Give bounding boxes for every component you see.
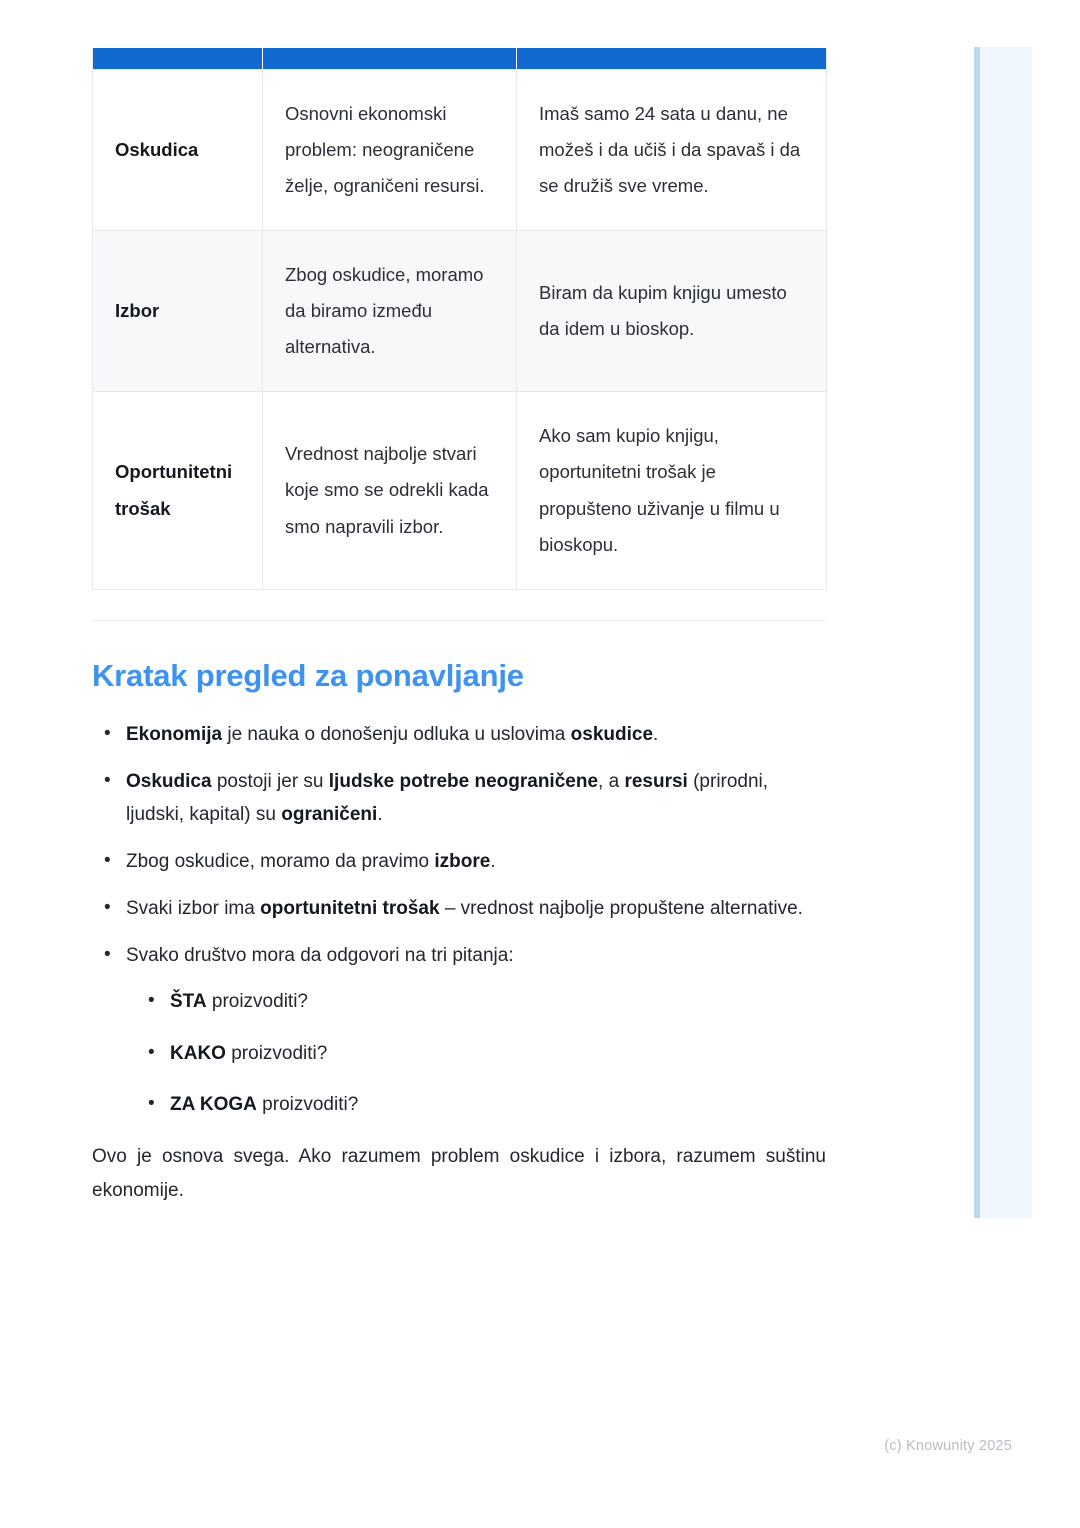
emphasis-text: Ekonomija (126, 723, 223, 745)
plain-text: (prirodni, ljudski, kapital) su (126, 770, 769, 826)
emphasis-text: izbore (434, 851, 491, 873)
emphasis-text: Oskudica (126, 770, 212, 792)
right-side-accent-panel (974, 47, 1032, 1218)
document-content (92, 47, 826, 1208)
plain-text: postoji jer su (211, 770, 329, 792)
list-item (126, 845, 826, 879)
plain-text: , a (598, 770, 625, 792)
table-header-row (93, 48, 827, 70)
plain-text: . (377, 804, 383, 826)
list-item (126, 892, 826, 926)
plain-text: je nauka o donošenju odluka u uslovima (222, 723, 571, 745)
emphasis-text: ZA KOGA (170, 1094, 257, 1116)
plain-text: Svaki izbor ima (126, 898, 261, 920)
emphasis-text: oportunitetni trošak (260, 898, 440, 920)
closing-paragraph: Ovo je osnova svega. Ako razumem problem oskudice i izbora, razumem suštinu ekonomije. (92, 1146, 826, 1201)
table-cell-term: Izbor (93, 231, 263, 392)
emphasis-text: ograničeni (281, 804, 378, 826)
table-row (93, 392, 827, 589)
sub-list-item (170, 1088, 826, 1122)
table-cell-definition: Zbog oskudice, moramo da biramo između alternativa. (263, 231, 517, 392)
table-cell-example: Ako sam kupio knjigu, oportunitetni trošak je propušteno uživanje u filmu u bioskopu. (517, 392, 827, 589)
table-header-cell-definition (263, 48, 517, 70)
list-item (126, 765, 826, 833)
emphasis-text: KAKO (170, 1042, 226, 1064)
table-cell-example: Imaš samo 24 sata u danu, ne možeš i da učiš i da spavaš i da se družiš sve vreme. (517, 70, 827, 231)
table-cell-example: Biram da kupim knjigu umesto da idem u bioskop. (517, 231, 827, 392)
plain-text: Svako društvo mora da odgovori na tri pitanja: (126, 944, 514, 966)
plain-text: proizvoditi? (256, 1094, 359, 1116)
emphasis-text: oskudice (570, 723, 654, 745)
table-cell-term: Oportunitetni trošak (93, 392, 263, 589)
emphasis-text: ŠTA (170, 990, 207, 1012)
emphasis-text: ljudske potrebe neograničene (328, 770, 599, 792)
table-body (93, 70, 827, 590)
table-row (93, 70, 827, 231)
sub-bullet-list (126, 985, 826, 1122)
list-item (126, 718, 826, 752)
page-title: Kratak pregled za ponavljanje (92, 657, 524, 693)
summary-bullet-list (92, 718, 826, 1122)
emphasis-text: resursi (624, 770, 688, 792)
footer-copyright: (c) Knowunity 2025 (884, 1438, 1012, 1454)
plain-text: . (653, 723, 659, 745)
sub-list-item (170, 985, 826, 1019)
sub-list-item (170, 1037, 826, 1071)
list-item (126, 939, 826, 1122)
plain-text: . (490, 851, 496, 873)
plain-text: Zbog oskudice, moramo da pravimo (126, 851, 435, 873)
plain-text: proizvoditi? (206, 990, 308, 1012)
table-header-cell-term (93, 48, 263, 70)
table-header (93, 48, 827, 70)
concepts-table (92, 47, 827, 590)
plain-text: – vrednost najbolje propuštene alternative. (439, 898, 803, 920)
table-cell-definition: Osnovni ekonomski problem: neograničene želje, ograničeni resursi. (263, 70, 517, 231)
table-header-cell-example (517, 48, 827, 70)
table-cell-definition: Vrednost najbolje stvari koje smo se odrekli kada smo napravili izbor. (263, 392, 517, 589)
table-row (93, 231, 827, 392)
table-cell-term: Oskudica (93, 70, 263, 231)
section-divider (92, 620, 826, 621)
plain-text: proizvoditi? (225, 1042, 328, 1064)
